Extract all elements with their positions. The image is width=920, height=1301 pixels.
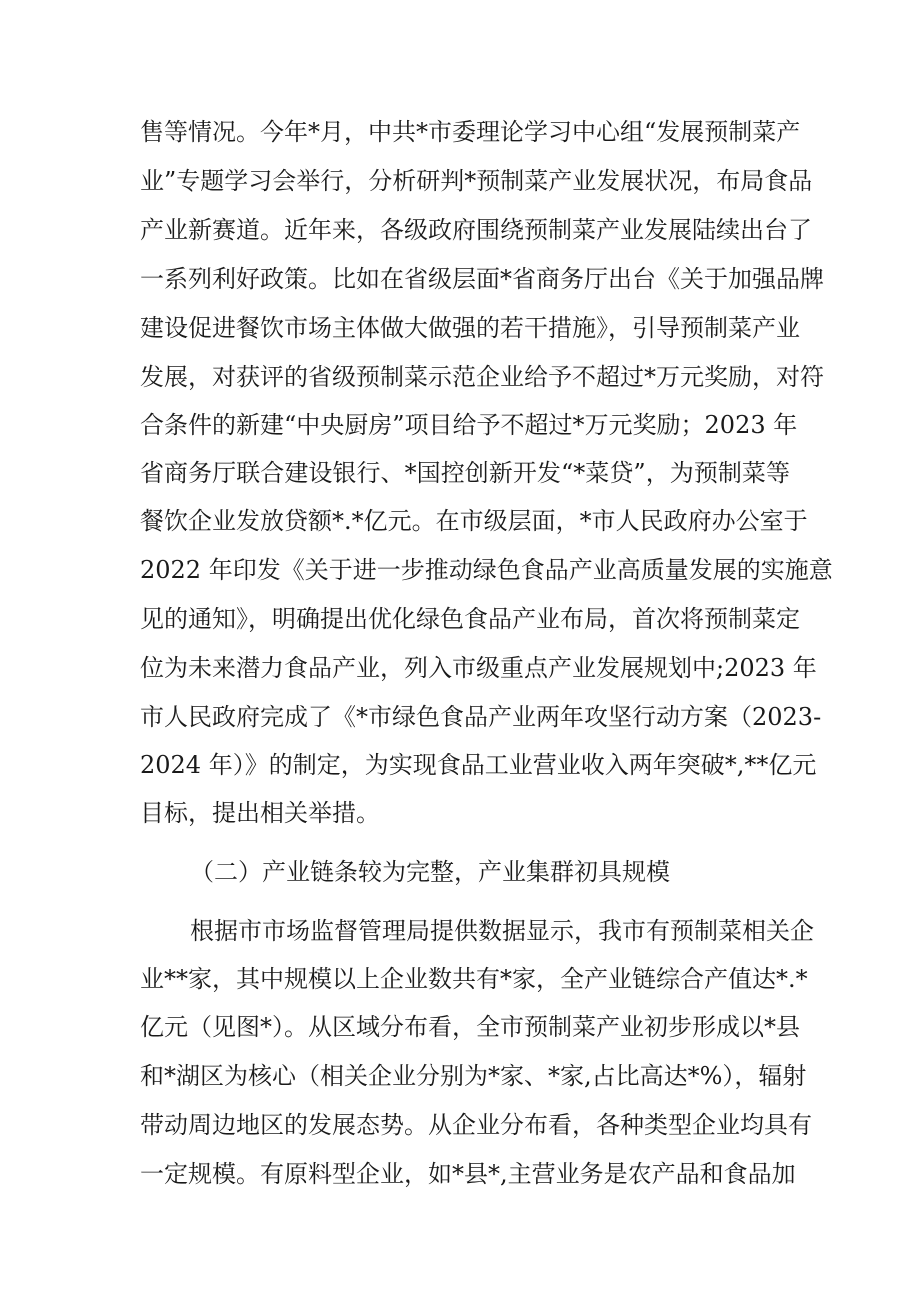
paragraph1-line: 省商务厅联合建设银行、*国控创新开发“*菜贷”，为预制菜等 bbox=[140, 459, 790, 487]
paragraph1-line: 2024 年）》的制定，为实现食品工业营业收入两年突破*,**亿元 bbox=[140, 751, 817, 779]
paragraph1-line: 业”专题学习会举行，分析研判*预制菜产业发展状况，布局食品 bbox=[140, 167, 813, 195]
paragraph1-line: 目标，提出相关举措。 bbox=[140, 799, 380, 827]
paragraph2-line: 亿元（见图*）。从区域分布看，全市预制菜产业初步形成以*县 bbox=[140, 1013, 800, 1041]
paragraph2-line: 根据市市场监督管理局提供数据显示，我市有预制菜相关企 bbox=[190, 917, 814, 945]
paragraph2-line: 业**家，其中规模以上企业数共有*家，全产业链综合产值达*.* bbox=[140, 965, 808, 993]
paragraph1-line: 市人民政府完成了《*市绿色食品产业两年攻坚行动方案（2023- bbox=[140, 703, 822, 731]
paragraph1-line: 合条件的新建“中央厨房”项目给予不超过*万元奖励；2023 年 bbox=[140, 411, 798, 439]
paragraph1-line: 一系列利好政策。比如在省级层面*省商务厅出台《关于加强品牌 bbox=[140, 265, 824, 293]
paragraph1-line: 2022 年印发《关于进一步推动绿色食品产业高质量发展的实施意 bbox=[140, 556, 833, 584]
paragraph2-line: 一定规模。有原料型企业，如*县*,主营业务是农产品和食品加 bbox=[140, 1160, 796, 1188]
paragraph1-line: 见的通知》，明确提出优化绿色食品产业布局，首次将预制菜定 bbox=[140, 605, 800, 633]
section-heading: （二）产业链条较为完整，产业集群初具规模 bbox=[190, 858, 670, 886]
paragraph1-line: 餐饮企业发放贷额*.*亿元。在市级层面，*市人民政府办公室于 bbox=[140, 507, 808, 535]
paragraph1-line: 售等情况。今年*月，中共*市委理论学习中心组“发展预制菜产 bbox=[140, 118, 801, 146]
paragraph1-line: 产业新赛道。近年来，各级政府围绕预制菜产业发展陆续出台了 bbox=[140, 216, 812, 244]
paragraph1-line: 发展，对获评的省级预制菜示范企业给予不超过*万元奖励，对符 bbox=[140, 363, 824, 391]
paragraph1-line: 建设促进餐饮市场主体做大做强的若干措施》，引导预制菜产业 bbox=[140, 314, 800, 342]
paragraph2-line: 带动周边地区的发展态势。从企业分布看，各种类型企业均具有 bbox=[140, 1111, 812, 1139]
paragraph2-line: 和*湖区为核心（相关企业分别为*家、*家,占比高达*%），辐射 bbox=[140, 1062, 807, 1090]
paragraph1-line: 位为未来潜力食品产业，列入市级重点产业发展规划中;2023 年 bbox=[140, 654, 817, 682]
